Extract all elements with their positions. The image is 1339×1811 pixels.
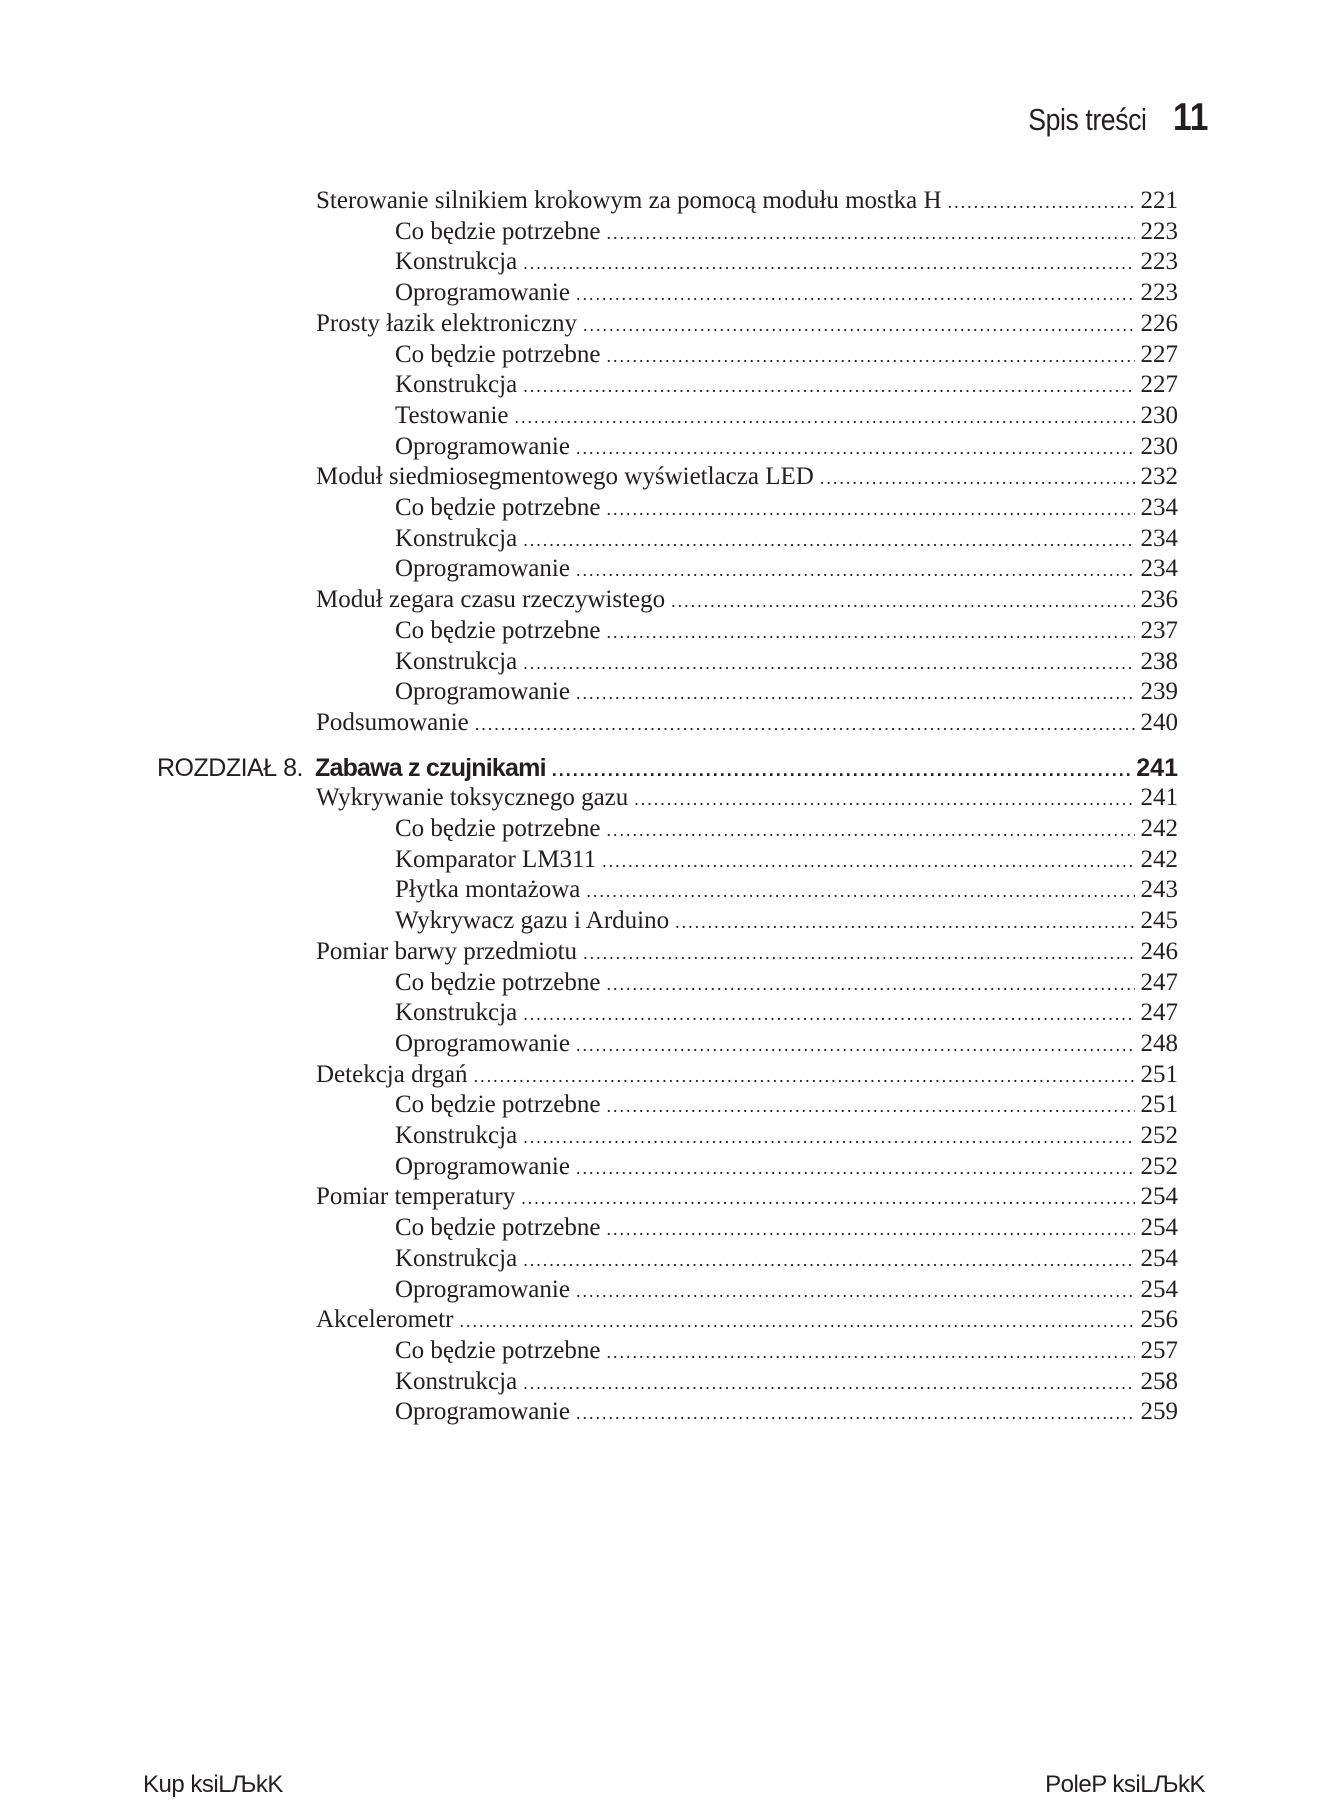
toc-entry-page: 257: [1140, 1336, 1178, 1364]
toc-entry[interactable]: [316, 460, 1178, 494]
toc-entry-title: Oprogramowanie: [395, 1152, 570, 1180]
toc-entry-title: Co będzie potrzebne: [395, 494, 601, 521]
toc-entry[interactable]: [316, 583, 1178, 617]
toc-entry-page: 236: [1140, 586, 1178, 614]
toc-entry-page: 223: [1140, 217, 1178, 245]
toc-entry-title: Co będzie potrzebne: [395, 616, 601, 644]
toc-entry-page: 226: [1140, 309, 1178, 337]
toc-entry-page: 232: [1140, 463, 1178, 491]
chapter-number: ROZDZIAŁ 8.: [157, 753, 303, 782]
toc-entry-page: 221: [1140, 187, 1178, 214]
toc-entry-page: 237: [1140, 616, 1178, 644]
toc-entry-page: 252: [1140, 1122, 1178, 1149]
toc-subentry[interactable]: [395, 491, 1178, 525]
toc-entry-page: 223: [1140, 248, 1178, 276]
toc-entry-title: Konstrukcja: [395, 371, 518, 399]
toc-entry-title: Oprogramowanie: [395, 279, 570, 307]
toc-entry[interactable]: [316, 706, 1178, 740]
toc-entry-title: Co będzie potrzebne: [395, 1336, 601, 1364]
toc-subentry[interactable]: [395, 812, 1178, 846]
running-header: [1009, 96, 1214, 140]
toc-subentry[interactable]: [395, 1365, 1178, 1399]
page-number: 11: [1172, 96, 1209, 139]
toc-entry-title: Akcelerometr: [316, 1306, 454, 1334]
toc-subentry[interactable]: [395, 245, 1178, 279]
toc-entry-page: 245: [1140, 907, 1178, 935]
toc-entry-page: 227: [1140, 340, 1178, 368]
toc-entry-title: Wykrywanie toksycznego gazu: [316, 784, 629, 812]
toc-subentry[interactable]: [395, 1242, 1178, 1276]
toc-subentry[interactable]: [395, 966, 1178, 1000]
toc-subentry[interactable]: [395, 522, 1178, 556]
dot-leader: [576, 1396, 1135, 1430]
toc-entry-page: 243: [1140, 876, 1178, 904]
chapter-page: 241: [1136, 753, 1178, 782]
toc-entry-title: Płytka montażowa: [395, 876, 581, 904]
chapter-title: Zabawa z czujnikami: [315, 753, 546, 782]
toc-entry-title: Konstrukcja: [395, 1122, 518, 1149]
toc-entry-title: Oprogramowanie: [395, 678, 570, 706]
toc-subentry[interactable]: [395, 675, 1178, 709]
toc-entry-page: 223: [1140, 279, 1178, 307]
toc-subentry[interactable]: [395, 1211, 1178, 1245]
toc-entry-page: 242: [1140, 815, 1178, 842]
toc-subentry[interactable]: [395, 843, 1178, 877]
toc-entry-title: Oprogramowanie: [395, 432, 570, 460]
toc-entry-title: Podsumowanie: [316, 708, 469, 736]
toc-entry-title: Detekcja drgań: [316, 1060, 468, 1088]
toc-subentry[interactable]: [395, 614, 1178, 648]
toc-entry-page: 254: [1140, 1244, 1178, 1272]
toc-subentry[interactable]: [395, 1027, 1178, 1061]
toc-entry-page: 234: [1140, 555, 1178, 583]
toc-entry-page: 256: [1140, 1306, 1178, 1334]
toc-subentry[interactable]: [395, 645, 1178, 679]
toc-entry-page: 251: [1140, 1060, 1178, 1088]
toc-entry-page: 242: [1140, 845, 1178, 873]
toc-entry-page: 230: [1140, 432, 1178, 460]
toc-entry-title: Co będzie potrzebne: [395, 968, 601, 996]
toc-entry-page: 258: [1140, 1367, 1178, 1395]
toc-entry[interactable]: [316, 935, 1178, 969]
toc-entry-page: 227: [1140, 371, 1178, 399]
toc-entry-title: Moduł zegara czasu rzeczywistego: [316, 586, 666, 614]
toc-entry-title: Konstrukcja: [395, 1244, 518, 1272]
toc-entry-title: Moduł siedmiosegmentowego wyświetlacza LED: [316, 463, 814, 491]
toc-entry-page: 259: [1140, 1398, 1178, 1426]
toc-entry-title: Prosty łazik elektroniczny: [316, 309, 578, 337]
toc-entry-page: 238: [1140, 647, 1178, 675]
toc-entry-page: 248: [1140, 1029, 1178, 1057]
toc-entry-title: Konstrukcja: [395, 1367, 518, 1395]
toc-subentry[interactable]: [395, 904, 1178, 938]
toc-entry-page: 246: [1140, 937, 1178, 965]
toc-subentry[interactable]: [395, 1273, 1178, 1307]
toc-entry-title: Wykrywacz gazu i Arduino: [395, 907, 670, 935]
toc-entry-title: Oprogramowanie: [395, 555, 570, 583]
toc-entry-page: 254: [1140, 1214, 1178, 1242]
toc-subentry[interactable]: [395, 1395, 1178, 1429]
toc-entry-title: Konstrukcja: [395, 999, 518, 1027]
toc-entry-title: Oprogramowanie: [395, 1275, 570, 1303]
toc-entry[interactable]: [316, 1180, 1178, 1214]
toc-entry-page: 254: [1140, 1275, 1178, 1303]
toc-entry[interactable]: [316, 1058, 1178, 1092]
toc-entry-page: 252: [1140, 1152, 1178, 1180]
toc-subentry[interactable]: [395, 1150, 1178, 1184]
toc-entry-title: Oprogramowanie: [395, 1029, 570, 1057]
header-title: Spis treści: [1028, 102, 1147, 137]
toc-subentry[interactable]: [395, 552, 1178, 586]
toc-entry-title: Co będzie potrzebne: [395, 815, 601, 842]
toc-subentry[interactable]: [395, 276, 1178, 310]
toc-entry-page: 254: [1140, 1183, 1178, 1211]
toc-entry-title: Co będzie potrzebne: [395, 1214, 601, 1242]
toc-entry-title: Sterowanie silnikiem krokowym za pomocą modułu mostka H: [316, 187, 942, 214]
toc-entry-title: Testowanie: [395, 401, 509, 429]
toc-entry-title: Co będzie potrzebne: [395, 340, 601, 368]
toc-entry-page: 241: [1140, 784, 1178, 812]
toc-entry-title: Co będzie potrzebne: [395, 1091, 601, 1119]
toc-entry[interactable]: [316, 307, 1178, 341]
toc-subentry[interactable]: [395, 1088, 1178, 1122]
toc-entry-page: 251: [1140, 1091, 1178, 1119]
toc-entry-page: 247: [1140, 968, 1178, 996]
toc-entry-title: Konstrukcja: [395, 248, 518, 276]
toc-subentry[interactable]: [395, 996, 1178, 1030]
toc-entry-title: Konstrukcja: [395, 524, 518, 552]
toc-entry-title: Konstrukcja: [395, 647, 518, 675]
footer-right-link[interactable]: PoleP ksiLЉkK: [1045, 1771, 1205, 1798]
toc-subentry[interactable]: [395, 430, 1178, 464]
toc-entry-page: 234: [1140, 524, 1178, 552]
footer-left-link[interactable]: Kup ksiLЉkK: [143, 1771, 283, 1798]
toc-entry-page: 234: [1140, 494, 1178, 521]
toc-entry-title: Co będzie potrzebne: [395, 217, 601, 245]
toc-entry-title: Pomiar barwy przedmiotu: [316, 937, 578, 965]
toc-entry-page: 247: [1140, 999, 1178, 1027]
toc-entry-title: Oprogramowanie: [395, 1398, 570, 1426]
chapter-heading-row[interactable]: [157, 751, 1178, 785]
toc-entry[interactable]: [316, 184, 1178, 218]
toc-entry-page: 240: [1140, 708, 1178, 736]
toc-entry-page: 239: [1140, 678, 1178, 706]
toc-subentry[interactable]: [395, 338, 1178, 372]
toc-entry-page: 230: [1140, 401, 1178, 429]
toc-subentry[interactable]: [395, 1119, 1178, 1153]
toc-subentry[interactable]: [395, 399, 1178, 433]
toc-subentry[interactable]: [395, 215, 1178, 249]
toc-entry-title: Komparator LM311: [395, 845, 597, 873]
toc-entry-title: Pomiar temperatury: [316, 1183, 516, 1211]
toc-entry[interactable]: [316, 781, 1178, 815]
toc-entry[interactable]: [316, 1303, 1178, 1337]
dot-leader: [475, 707, 1135, 741]
toc-subentry[interactable]: [395, 1334, 1178, 1368]
toc-subentry[interactable]: [395, 873, 1178, 907]
toc-subentry[interactable]: [395, 368, 1178, 402]
